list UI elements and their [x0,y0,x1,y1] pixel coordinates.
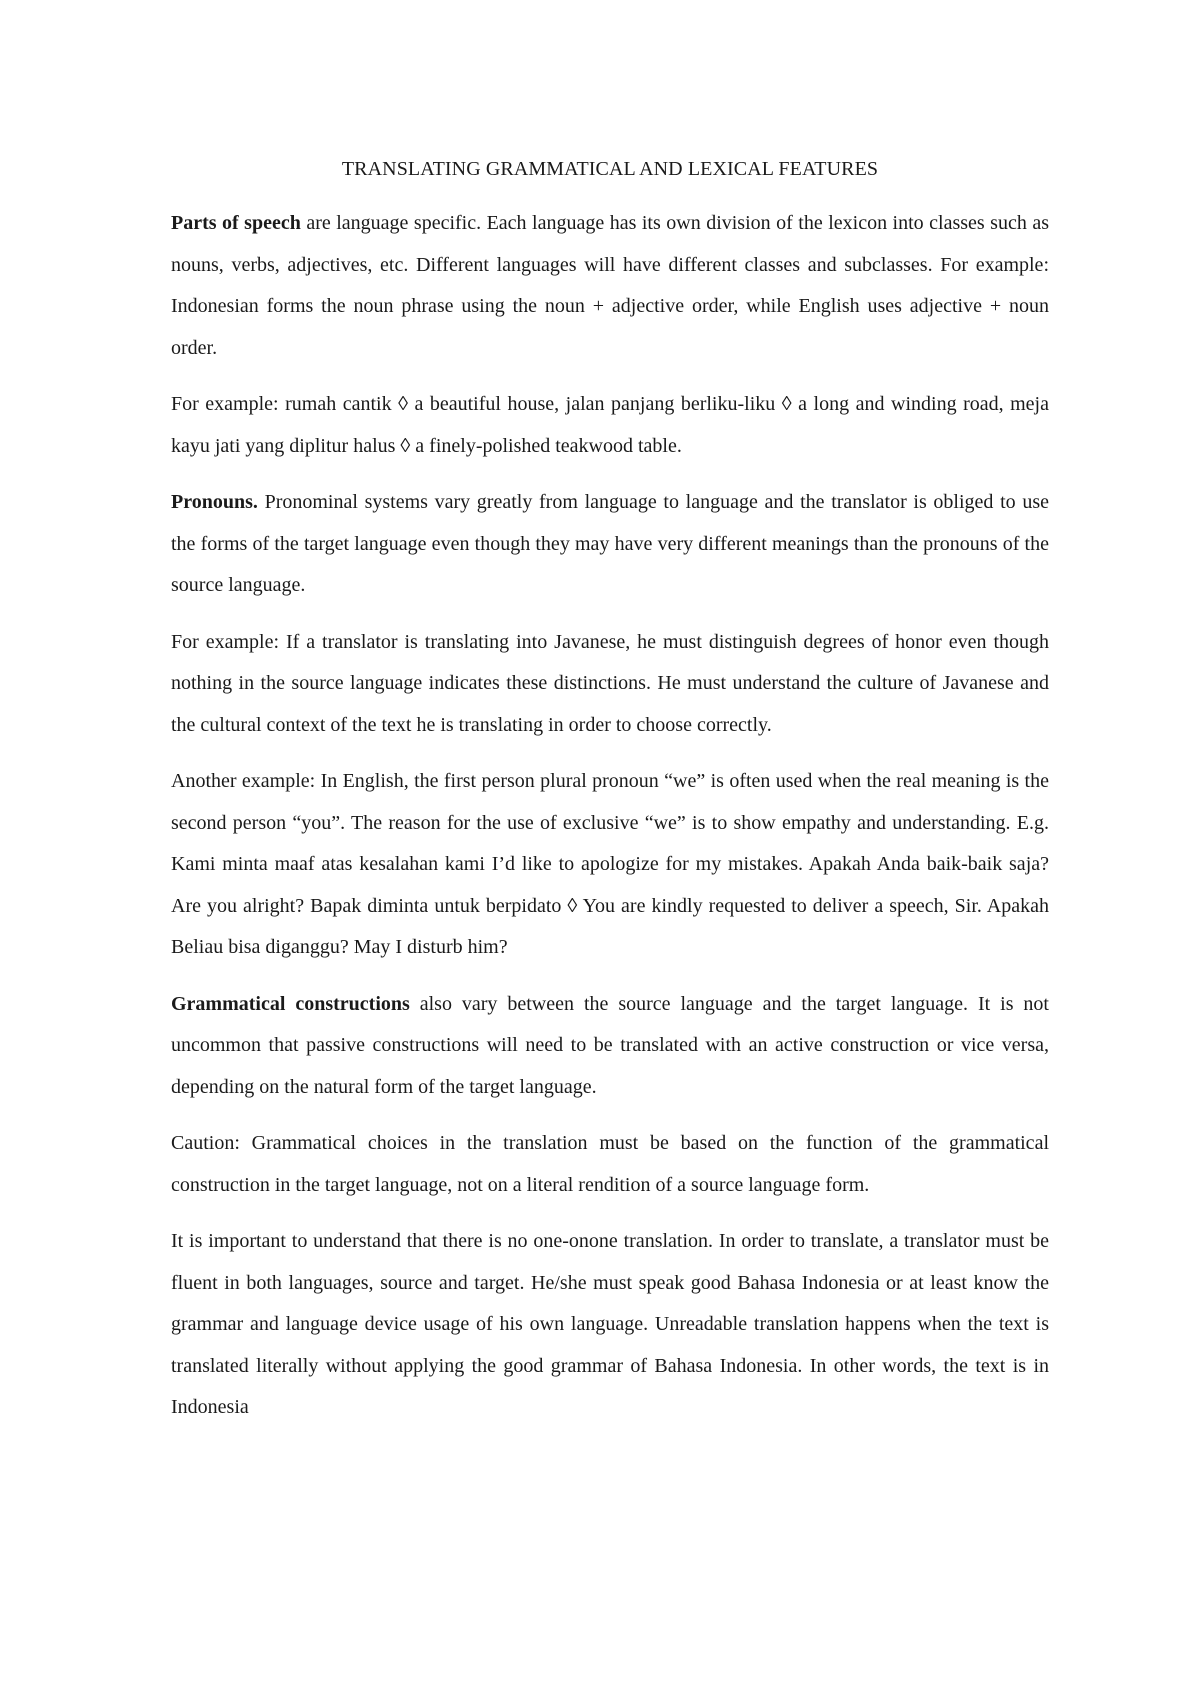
paragraph-no-one-on-one [171,1221,1049,1429]
paragraph-caution [171,1123,1049,1206]
paragraph-lead: Pronouns. [171,491,258,513]
paragraph-text: It is important to understand that there is no one-onone translation. In order to translate, a translator must be fluent in both languages, source and target. He/she must speak good Bahasa Indonesia or at least know the grammar and language device usage of his own language. Unreadable translation happens when the text is translated literally without applying the good grammar of Bahasa Indonesia. In other words, the text is in Indonesia [171,1230,1049,1418]
paragraph-text: Caution: Grammatical choices in the translation must be based on the function of the grammatical construction in the target language, not on a literal rendition of a source language form. [171,1132,1049,1196]
paragraph-parts-of-speech [171,203,1049,369]
paragraph-noun-phrase-examples [171,384,1049,467]
paragraph-text: For example: If a translator is translating into Javanese, he must distinguish degrees of honor even though nothing in the source language indicates these distinctions. He must understand the culture of Javanese and the cultural context of the text he is translating in order to choose correctly. [171,630,1049,736]
paragraph-text: also vary between the source language and the target language. It is not uncommon that passive constructions will need to be translated with an active construction or vice versa, depending on the natural form of the target language. [171,992,1049,1098]
paragraph-text: Pronominal systems vary greatly from language to language and the translator is obliged to use the forms of the target language even though they may have very different meanings than the pronouns of the source language. [171,491,1049,596]
paragraph-text: are language specific. Each language has its own division of the lexicon into classes such as nouns, verbs, adjectives, etc. Different languages will have different classes and subclasses. For example: Indonesian forms the noun phrase using the noun + adjective order, while English uses adjective + noun order. [171,212,1049,359]
paragraph-text: For example: rumah cantik ◊ a beautiful house, jalan panjang berliku-liku ◊ a long and winding road, meja kayu jati yang diplitur halus ◊ a finely-polished teakwood table. [171,393,1049,457]
paragraph-grammatical-constructions [171,984,1049,1109]
paragraph-text: Another example: In English, the first person plural pronoun “we” is often used when the real meaning is the second person “you”. The reason for the use of exclusive “we” is to show empathy and understanding. E.g. Kami minta maaf atas kesalahan kami I’d like to apologize for my mistakes. Apakah Anda baik-baik saja? Are you alright? Bapak diminta untuk berpidato ◊ You are kindly requested to deliver a speech, Sir. Apakah Beliau bisa diganggu? May I disturb him? [171,770,1049,958]
paragraph-english-we-example [171,761,1049,969]
paragraph-lead: Parts of speech [171,212,301,234]
document-page [171,158,1049,1444]
paragraph-lead: Grammatical constructions [171,992,410,1015]
document-title: TRANSLATING GRAMMATICAL AND LEXICAL FEATURES [341,158,879,180]
paragraph-javanese-example [171,622,1049,747]
paragraph-pronouns [171,482,1049,607]
